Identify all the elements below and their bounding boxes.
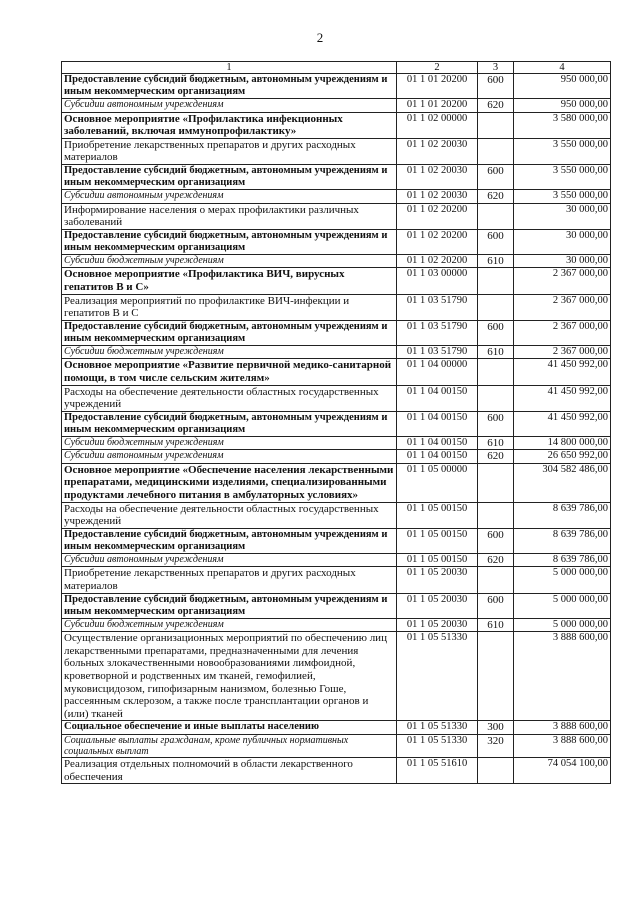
row-amount: 74 054 100,00 [514, 757, 611, 783]
row-expense-type: 600 [478, 229, 514, 254]
row-expense-type [478, 294, 514, 320]
row-amount: 3 550 000,00 [514, 138, 611, 164]
row-name: Основное мероприятие «Развитие первичной медико-санитарной помощи, в том числе сельским жителям» [62, 359, 397, 385]
row-name: Предоставление субсидий бюджетным, автономным учреждениям и иным некоммерческим организациям [62, 74, 397, 99]
row-name: Субсидии автономным учреждениям [62, 450, 397, 464]
row-code: 01 1 01 20200 [397, 74, 478, 99]
row-code: 01 1 02 20030 [397, 164, 478, 189]
row-code: 01 1 04 00150 [397, 385, 478, 411]
row-amount: 3 580 000,00 [514, 112, 611, 138]
row-amount: 41 450 992,00 [514, 385, 611, 411]
row-amount: 2 367 000,00 [514, 294, 611, 320]
row-code: 01 1 02 20030 [397, 138, 478, 164]
row-code: 01 1 05 51330 [397, 721, 478, 735]
row-amount: 8 639 786,00 [514, 528, 611, 553]
table-row [62, 345, 611, 359]
row-amount: 8 639 786,00 [514, 553, 611, 567]
row-code: 01 1 02 20200 [397, 229, 478, 254]
table-row [62, 463, 611, 502]
table-row [62, 164, 611, 189]
row-code: 01 1 03 51790 [397, 294, 478, 320]
row-code: 01 1 05 00150 [397, 553, 478, 567]
row-code: 01 1 05 51610 [397, 757, 478, 783]
table-row [62, 567, 611, 593]
table-row [62, 502, 611, 528]
table-row [62, 553, 611, 567]
table-row [62, 528, 611, 553]
row-code: 01 1 02 20200 [397, 203, 478, 229]
row-expense-type [478, 463, 514, 502]
row-name: Субсидии бюджетным учреждениям [62, 254, 397, 268]
row-name: Расходы на обеспечение деятельности областных государственных учреждений [62, 385, 397, 411]
row-name: Реализация отдельных полномочий в области лекарственного обеспечения [62, 757, 397, 783]
row-expense-type: 610 [478, 618, 514, 632]
row-name: Предоставление субсидий бюджетным, автономным учреждениям и иным некоммерческим организациям [62, 411, 397, 436]
row-expense-type [478, 203, 514, 229]
row-expense-type [478, 567, 514, 593]
table-row [62, 74, 611, 99]
row-code: 01 1 03 00000 [397, 268, 478, 294]
row-name: Субсидии бюджетным учреждениям [62, 618, 397, 632]
row-code: 01 1 03 51790 [397, 345, 478, 359]
table-row [62, 411, 611, 436]
row-code: 01 1 03 51790 [397, 320, 478, 345]
column-header: 3 [478, 62, 514, 74]
row-amount: 30 000,00 [514, 254, 611, 268]
row-name: Предоставление субсидий бюджетным, автономным учреждениям и иным некоммерческим организациям [62, 164, 397, 189]
row-expense-type [478, 138, 514, 164]
row-expense-type [478, 757, 514, 783]
row-name: Субсидии автономным учреждениям [62, 189, 397, 203]
row-expense-type [478, 385, 514, 411]
row-name: Информирование населения о мерах профилактики различных заболеваний [62, 203, 397, 229]
row-amount: 2 367 000,00 [514, 320, 611, 345]
row-name: Предоставление субсидий бюджетным, автономным учреждениям и иным некоммерческим организациям [62, 528, 397, 553]
row-code: 01 1 05 20030 [397, 618, 478, 632]
row-name: Основное мероприятие «Обеспечение населения лекарственными препаратами, медицинскими изделиями, специализированными продуктами лечебного питания в амбулаторных условиях» [62, 463, 397, 502]
page-number: 2 [316, 30, 324, 45]
row-name: Предоставление субсидий бюджетным, автономным учреждениям и иным некоммерческим организациям [62, 593, 397, 618]
row-amount: 3 550 000,00 [514, 189, 611, 203]
row-amount: 41 450 992,00 [514, 359, 611, 385]
row-code: 01 1 01 20200 [397, 99, 478, 113]
row-amount: 2 367 000,00 [514, 345, 611, 359]
table-row [62, 138, 611, 164]
row-expense-type [478, 268, 514, 294]
row-amount: 14 800 000,00 [514, 436, 611, 450]
table-row [62, 632, 611, 721]
row-expense-type: 600 [478, 74, 514, 99]
row-name: Субсидии автономным учреждениям [62, 99, 397, 113]
row-code: 01 1 04 00150 [397, 450, 478, 464]
row-code: 01 1 02 20030 [397, 189, 478, 203]
row-amount: 41 450 992,00 [514, 411, 611, 436]
row-name: Приобретение лекарственных препаратов и других расходных материалов [62, 138, 397, 164]
row-code: 01 1 05 51330 [397, 632, 478, 721]
row-amount: 5 000 000,00 [514, 618, 611, 632]
row-code: 01 1 05 20030 [397, 593, 478, 618]
row-code: 01 1 05 20030 [397, 567, 478, 593]
row-expense-type: 620 [478, 189, 514, 203]
row-name: Предоставление субсидий бюджетным, автономным учреждениям и иным некоммерческим организациям [62, 320, 397, 345]
row-code: 01 1 05 00150 [397, 502, 478, 528]
table-row [62, 436, 611, 450]
row-expense-type: 600 [478, 320, 514, 345]
table-row [62, 203, 611, 229]
row-expense-type: 620 [478, 553, 514, 567]
row-amount: 26 650 992,00 [514, 450, 611, 464]
row-expense-type: 600 [478, 593, 514, 618]
table-row [62, 99, 611, 113]
row-name: Основное мероприятие «Профилактика ВИЧ, вирусных гепатитов В и С» [62, 268, 397, 294]
row-expense-type: 300 [478, 721, 514, 735]
table-row [62, 359, 611, 385]
row-name: Осуществление организационных мероприятий по обеспечению лиц лекарственными препаратами, предназначенными для лечения больных злокачественными новообразованиями лимфоидной, кроветворной и родственных им тканей, гемофилией, муковисцидозом, гипофизарным нанизмом, болезнью Гоше, рассеянным склерозом, а также после трансплантации органов и (или) тканей [62, 632, 397, 721]
table-row [62, 450, 611, 464]
row-code: 01 1 04 00000 [397, 359, 478, 385]
row-name: Предоставление субсидий бюджетным, автономным учреждениям и иным некоммерческим организациям [62, 229, 397, 254]
table-row [62, 757, 611, 783]
row-amount: 5 000 000,00 [514, 593, 611, 618]
table-row [62, 268, 611, 294]
table-row [62, 189, 611, 203]
table-row [62, 618, 611, 632]
row-name: Основное мероприятие «Профилактика инфекционных заболеваний, включая иммунопрофилактику» [62, 112, 397, 138]
row-expense-type: 600 [478, 164, 514, 189]
budget-table [61, 61, 611, 784]
row-name: Субсидии бюджетным учреждениям [62, 345, 397, 359]
row-name: Расходы на обеспечение деятельности областных государственных учреждений [62, 502, 397, 528]
row-expense-type: 610 [478, 345, 514, 359]
row-name: Реализация мероприятий по профилактике ВИЧ-инфекции и гепатитов В и С [62, 294, 397, 320]
row-expense-type [478, 502, 514, 528]
table-body [62, 74, 611, 784]
table-row [62, 294, 611, 320]
header-row [62, 62, 611, 74]
table-row [62, 593, 611, 618]
row-expense-type: 610 [478, 436, 514, 450]
row-code: 01 1 05 00000 [397, 463, 478, 502]
row-amount: 3 888 600,00 [514, 734, 611, 757]
table-row [62, 385, 611, 411]
row-expense-type: 610 [478, 254, 514, 268]
table-row [62, 721, 611, 735]
row-expense-type: 320 [478, 734, 514, 757]
row-code: 01 1 02 00000 [397, 112, 478, 138]
row-expense-type: 600 [478, 528, 514, 553]
row-expense-type [478, 632, 514, 721]
row-amount: 2 367 000,00 [514, 268, 611, 294]
row-name: Приобретение лекарственных препаратов и других расходных материалов [62, 567, 397, 593]
table-row [62, 112, 611, 138]
row-name: Субсидии автономным учреждениям [62, 553, 397, 567]
row-code: 01 1 05 51330 [397, 734, 478, 757]
row-expense-type: 600 [478, 411, 514, 436]
row-amount: 5 000 000,00 [514, 567, 611, 593]
row-amount: 3 888 600,00 [514, 721, 611, 735]
table-row [62, 320, 611, 345]
row-expense-type [478, 112, 514, 138]
column-header: 2 [397, 62, 478, 74]
row-amount: 30 000,00 [514, 229, 611, 254]
row-amount: 30 000,00 [514, 203, 611, 229]
row-amount: 304 582 486,00 [514, 463, 611, 502]
row-amount: 8 639 786,00 [514, 502, 611, 528]
row-code: 01 1 04 00150 [397, 436, 478, 450]
row-code: 01 1 05 00150 [397, 528, 478, 553]
row-expense-type: 620 [478, 450, 514, 464]
row-amount: 3 550 000,00 [514, 164, 611, 189]
row-code: 01 1 02 20200 [397, 254, 478, 268]
column-header: 4 [514, 62, 611, 74]
row-name: Социальные выплаты гражданам, кроме публичных нормативных социальных выплат [62, 734, 397, 757]
column-header: 1 [62, 62, 397, 74]
table-row [62, 229, 611, 254]
row-expense-type [478, 359, 514, 385]
row-amount: 950 000,00 [514, 74, 611, 99]
row-name: Социальное обеспечение и иные выплаты населению [62, 721, 397, 735]
row-amount: 3 888 600,00 [514, 632, 611, 721]
table-row [62, 254, 611, 268]
row-amount: 950 000,00 [514, 99, 611, 113]
row-code: 01 1 04 00150 [397, 411, 478, 436]
table-row [62, 734, 611, 757]
row-expense-type: 620 [478, 99, 514, 113]
row-name: Субсидии бюджетным учреждениям [62, 436, 397, 450]
